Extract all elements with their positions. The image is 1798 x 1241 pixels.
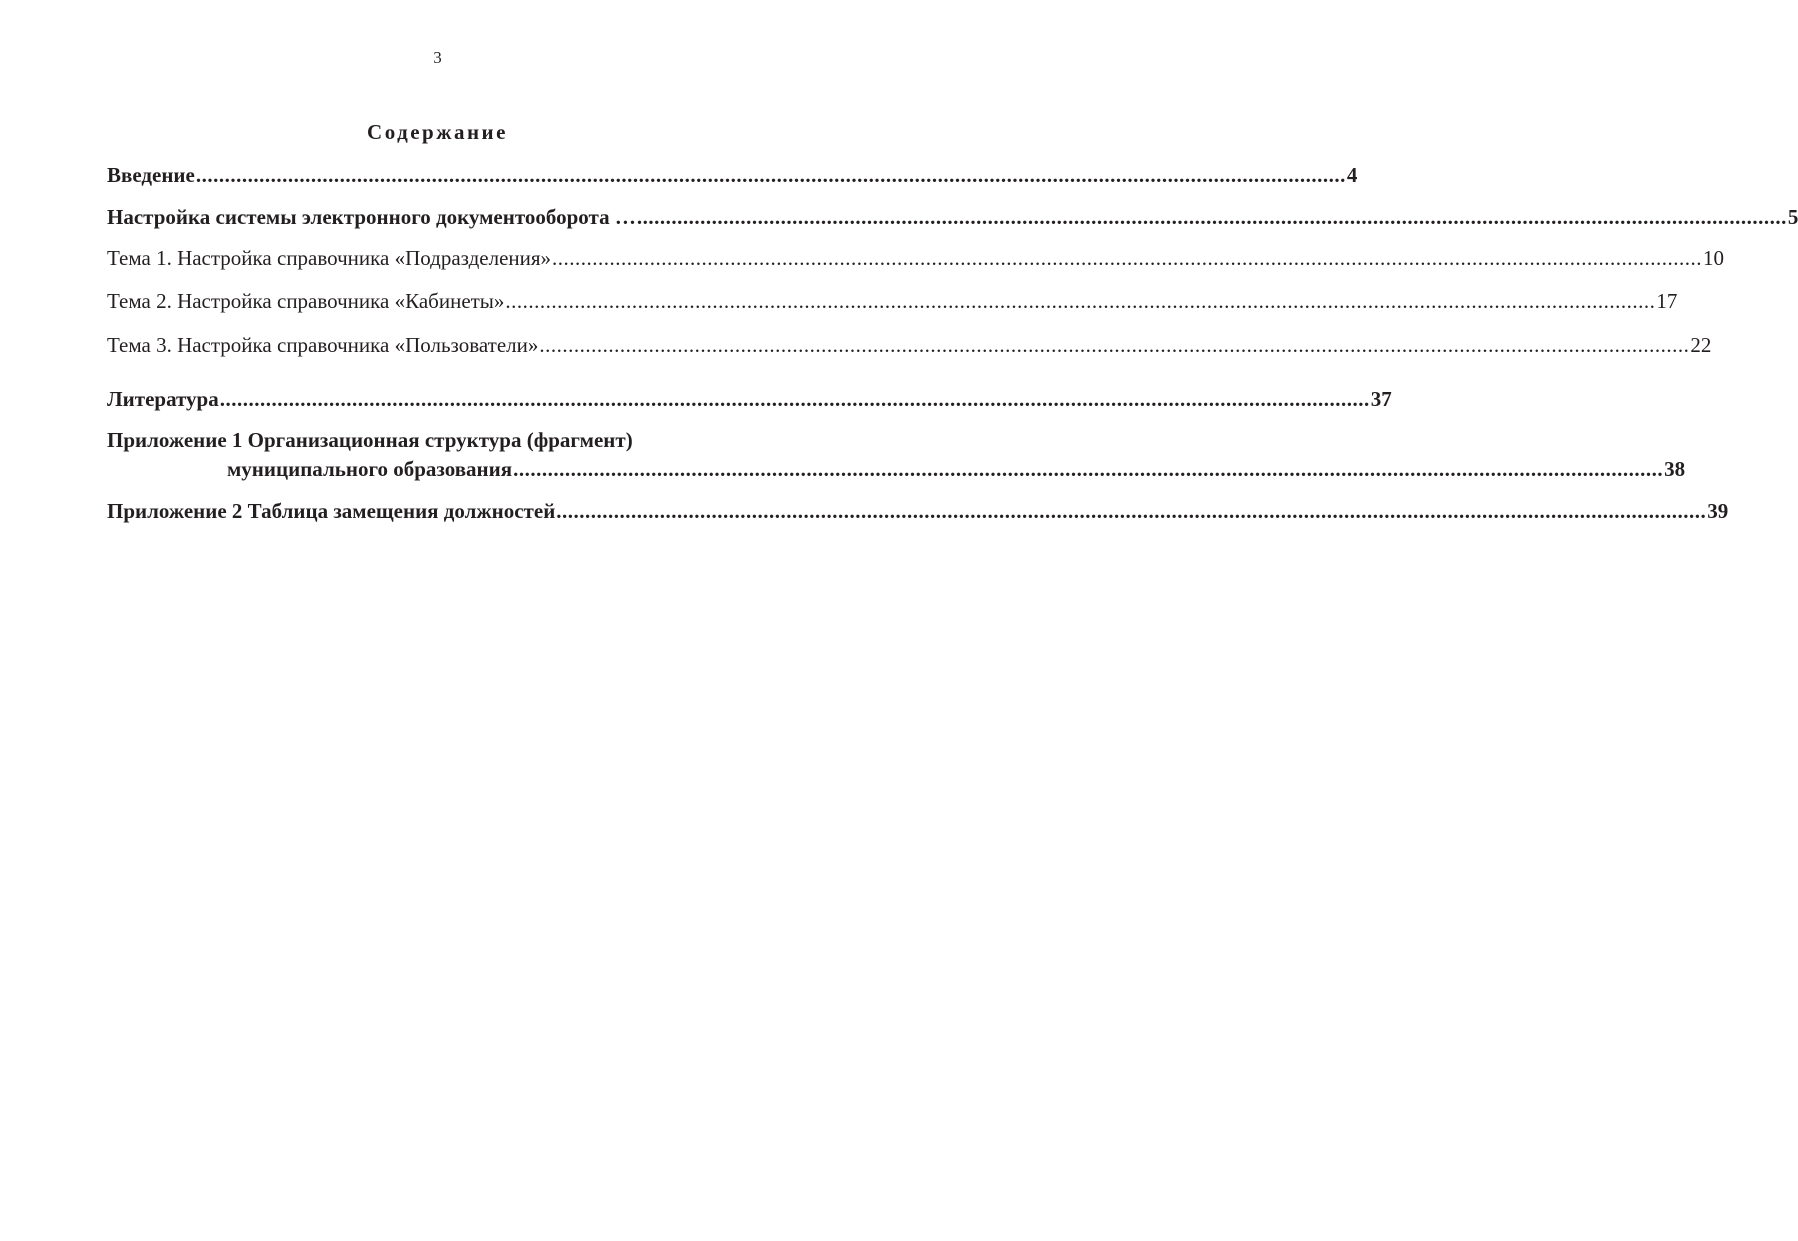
toc-entry-topic-1[interactable] — [107, 245, 1725, 271]
toc-entry-label: Тема 3. Настройка справочника «Пользователи» — [107, 333, 539, 357]
toc-entry-page: 17 — [1656, 289, 1678, 313]
toc-entry-label: Настройка системы электронного документооборота … — [107, 205, 636, 229]
toc-title: Содержание — [367, 120, 508, 144]
toc-entry-introduction[interactable] — [107, 162, 1358, 188]
toc-entry-label: Введение — [107, 163, 195, 187]
dot-leader: ........................................................................................................................................................................................................ — [219, 387, 1370, 411]
toc-entry-page: 10 — [1703, 246, 1725, 270]
page-number: 3 — [433, 48, 442, 67]
toc-entry-label: Приложение 2 Таблица замещения должностей — [107, 499, 556, 523]
toc-entry-label: Тема 2. Настройка справочника «Кабинеты» — [107, 289, 505, 313]
toc-entry-appendix-1[interactable] — [227, 456, 1686, 482]
dot-leader: ........................................................................................................................................................................................................ — [539, 333, 1690, 357]
toc-entry-page: 4 — [1346, 163, 1358, 187]
toc-entry-label: Литература — [107, 387, 219, 411]
toc-entry-label: муниципального образования — [227, 457, 513, 481]
dot-leader: ........................................................................................................................................................................................................ — [556, 499, 1707, 523]
dot-leader: ........................................................................................................................................................................................................ — [513, 457, 1664, 481]
dot-leader: ........................................................................................................................................................................................................ — [195, 163, 1346, 187]
dot-leader: ........................................................................................................................................................................................................ — [636, 205, 1787, 229]
dot-leader: ........................................................................................................................................................................................................ — [505, 289, 1656, 313]
toc-entry-page: 22 — [1690, 333, 1712, 357]
dot-leader: ........................................................................................................................................................................................................ — [552, 246, 1703, 270]
toc-entry-topic-2[interactable] — [107, 288, 1678, 314]
toc-entry-appendix-2[interactable] — [107, 498, 1729, 524]
toc-entry-label: Тема 1. Настройка справочника «Подразделения» — [107, 246, 552, 270]
toc-entry-edms-setup[interactable] — [107, 204, 1798, 230]
toc-entry-topic-3[interactable] — [107, 332, 1712, 358]
toc-entry-appendix-1-line1[interactable]: Приложение 1 Организационная структура (фрагмент) — [107, 428, 633, 452]
toc-entry-page: 38 — [1664, 457, 1686, 481]
toc-entry-page: 37 — [1370, 387, 1392, 411]
toc-entry-page: 5 — [1787, 205, 1798, 229]
toc-entry-literature[interactable] — [107, 386, 1392, 412]
toc-entry-page: 39 — [1707, 499, 1729, 523]
